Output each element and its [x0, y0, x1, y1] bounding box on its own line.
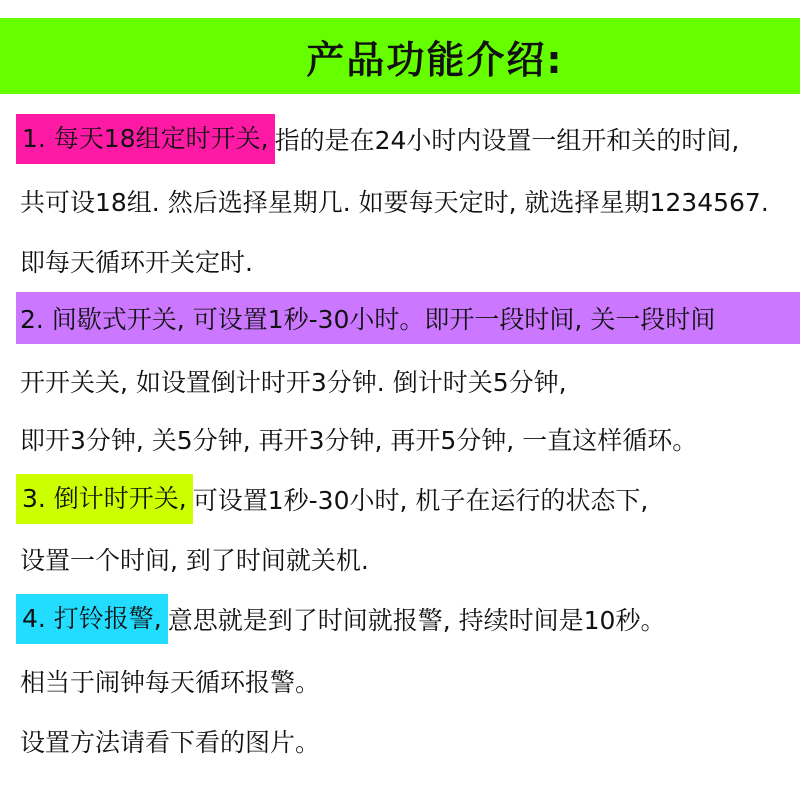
item-4-text: 相当于闹钟每天循环报警。 — [20, 668, 321, 697]
item-3-line-2 — [20, 534, 369, 584]
item-1-line-3 — [20, 236, 253, 286]
item-2-text: 即开3分钟, 关5分钟, 再开3分钟, 再开5分钟, 一直这样循环。 — [20, 426, 698, 455]
title-banner — [0, 18, 800, 94]
item-1-line-2 — [20, 176, 769, 226]
item-2-heading: 2. 间歇式开关, 可设置1秒-30小时。即开一段时间, 关一段时间 — [20, 305, 716, 334]
item-1-heading: 1. 每天18组定时开关, — [16, 114, 275, 164]
item-1-line-1 — [20, 114, 739, 164]
item-2-text: 开开关关, 如设置倒计时开3分钟. 倒计时关5分钟, — [20, 368, 567, 397]
item-3-text: 可设置1秒-30小时, 机子在运行的状态下, — [192, 486, 649, 515]
item-1-text: 即每天循环开关定时. — [20, 248, 253, 277]
item-4-line-3 — [20, 716, 320, 766]
item-2-line-3 — [20, 414, 697, 464]
item-2-line-1 — [20, 293, 715, 343]
item-4-text: 意思就是到了时间就报警, 持续时间是10秒。 — [167, 606, 666, 635]
item-4-heading: 4. 打铃报警, — [16, 594, 168, 644]
page-title: 产品功能介绍: — [306, 37, 564, 82]
item-3-text: 设置一个时间, 到了时间就关机. — [20, 546, 369, 575]
item-4-line-1 — [20, 594, 665, 644]
item-1-text: 共可设18组. 然后选择星期几. 如要每天定时, 就选择星期1234567. — [20, 188, 769, 217]
item-3-line-1 — [20, 474, 648, 524]
item-2-line-2 — [20, 356, 567, 406]
item-4-text: 设置方法请看下看的图片。 — [20, 728, 321, 757]
item-1-text: 指的是在24小时内设置一组开和关的时间, — [274, 126, 740, 155]
item-4-line-2 — [20, 656, 320, 706]
item-3-heading: 3. 倒计时开关, — [16, 474, 193, 524]
